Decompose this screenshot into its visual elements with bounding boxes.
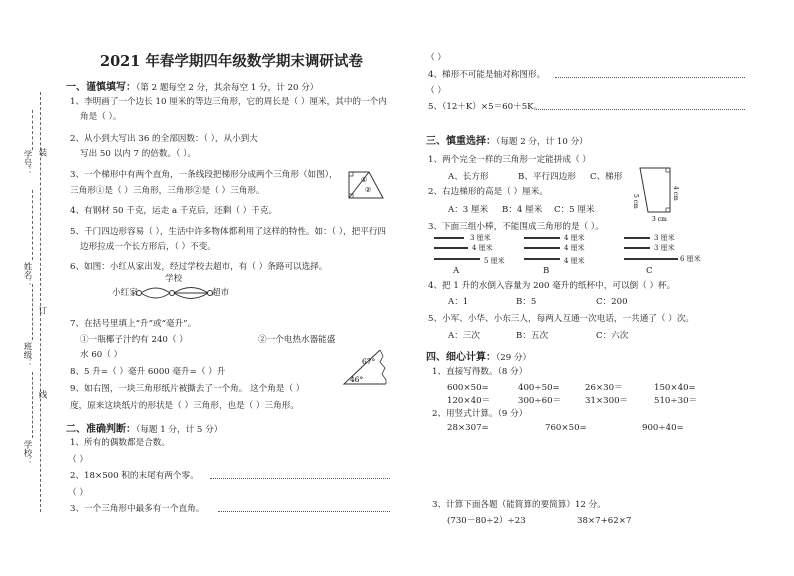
right-trapezoid-diagram <box>632 166 686 223</box>
groupC-label: C <box>646 266 653 276</box>
vert-calc-3: 900÷40= <box>642 423 684 433</box>
section2-heading: 二、准确判断：（每题 1 分，计 5 分） <box>66 424 223 435</box>
torn-triangle-diagram <box>340 344 390 388</box>
section3-heading: 三、慎重选择：（每题 2 分，计 10 分） <box>426 136 588 147</box>
calc-r2c4: 510÷30＝ <box>654 396 698 406</box>
map-school-label: 学校 <box>165 274 183 284</box>
s3-q3: 3、下面三组小棒，不能围成三角形的是（ ）。 <box>428 222 604 232</box>
s1-q9b: 度，原来这块纸片的形状是（ ）三角形，也是（ ）三角形。 <box>70 401 299 411</box>
s1-q7: 7、在括号里填上“升”或“毫升”。 <box>70 319 197 329</box>
route-map <box>136 282 216 304</box>
s4-p2: 2、用竖式计算。（9 分） <box>432 409 528 419</box>
s3-q5-optA: A：三次 <box>448 331 480 341</box>
student-id-underline <box>32 110 33 150</box>
calc-r2c1: 120×40＝ <box>447 396 491 406</box>
calc-r1c2: 400÷50= <box>518 383 560 393</box>
s3-q1-optC: C、梯形 <box>590 172 623 182</box>
s1-q1b: 角是（ ）。 <box>80 112 122 122</box>
page-title: 2021 年春学期四年级数学期末调研试卷 <box>100 53 363 70</box>
shape2-label: ② <box>365 186 372 194</box>
s3-q4-optA: A：1 <box>448 297 469 307</box>
trap-5cm-label: 5 cm <box>632 194 639 209</box>
s3-q4-optC: C：200 <box>596 297 628 307</box>
s4-p3: 3、计算下面各题（能简算的要简算）12 分。 <box>432 500 606 510</box>
groupB-stick1: 4 厘米 <box>564 234 585 242</box>
s1-q1a: 1、李明画了一个边长 10 厘米的等边三角形，它的周长是（ ）厘米，其中的一个内 <box>70 97 387 107</box>
s1-q3b: 三角形①是（ ）三角形，三角形②是（ ）三角形。 <box>70 186 265 196</box>
s2-q5: 5、（12＋K）×5＝60＋5K。 <box>428 102 543 112</box>
s3-q2-optC: C：5 厘米 <box>554 205 595 215</box>
angle-46-label: 46° <box>350 375 364 384</box>
calc-r1c4: 150×40= <box>654 383 696 393</box>
s3-q5-optC: C：六次 <box>596 331 629 341</box>
s3-q1-optA: A、长方形 <box>448 172 489 182</box>
s3-q1-optB: B、平行四边形 <box>518 172 576 182</box>
s2-q3-blank: （ ） <box>426 53 446 63</box>
s3-q1: 1、两个完全一样的三角形一定能拼成（ ） <box>428 155 591 165</box>
student-id-label: 学号： <box>22 150 32 176</box>
section4-heading: 四、细心计算：（29 分） <box>426 352 532 363</box>
s2-q5-dots <box>536 109 745 110</box>
groupA-stick2: 4 厘米 <box>472 244 493 252</box>
vert-calc-1: 28×307= <box>447 423 489 433</box>
shape1-label: ① <box>361 176 368 184</box>
binding-ding: 订 <box>37 306 47 315</box>
s1-q7b: ②一个电热水器能盛 <box>258 335 336 345</box>
name-underline <box>32 190 33 260</box>
trap-4cm-label: 4 cm <box>672 186 679 201</box>
groupA-label: A <box>453 266 460 276</box>
s2-q2: 2、18×500 积的末尾有两个零。 <box>70 471 199 481</box>
s1-q8: 8、5 升=（ ）毫升 6000 毫升=（ ）升 <box>70 367 226 377</box>
s1-q2b: 写出 50 以内 7 的倍数。（ ）。 <box>80 149 196 159</box>
s3-q2: 2、右边梯形的高是（ ）厘米。 <box>428 187 548 197</box>
s3-q4-optB: B：5 <box>516 297 537 307</box>
groupB-label: B <box>543 266 550 276</box>
calc-expr-2: 38×7+62×7 <box>577 516 632 526</box>
calc-expr-1: (730－80÷2）÷23 <box>447 516 526 526</box>
groupC-stick2: 3 厘米 <box>654 244 675 252</box>
s2-q1: 1、所有的偶数都是合数。 <box>70 438 170 448</box>
groupB-stick3: 4 厘米 <box>564 257 585 265</box>
s2-q2-dots <box>210 478 390 479</box>
section1-heading: 一、谨慎填写：（第 2 题每空 2 分，其余每空 1 分，计 20 分） <box>66 82 319 93</box>
trap-3cm-label: 3 cm <box>652 216 667 223</box>
groupA-stick1: 3 厘米 <box>470 234 491 242</box>
s2-q3: 3、一个三角形中最多有一个直角。 <box>70 504 205 514</box>
s3-q5-optB: B：五次 <box>516 331 549 341</box>
s1-q4: 4、有钢材 50 千克，运走 a 千克后，还剩（ ）千克。 <box>70 206 278 216</box>
s4-p1: 1、直接写得数。（8 分） <box>432 367 528 377</box>
class-label: 班级： <box>22 342 32 368</box>
s1-q2a: 2、从小到大写出 36 的全部因数：（ ），从小到大 <box>70 134 258 144</box>
s3-q5: 5、小军、小华、小东三人，每两人互通一次电话，一共通了（ ）次。 <box>428 314 695 324</box>
s2-q4-dots <box>555 77 745 78</box>
groupA-stick3: 5 厘米 <box>484 257 505 265</box>
groupC-stick3: 6 厘米 <box>680 255 701 263</box>
s1-q5a: 5、千门四边形容易（ ），生活中许多物体都利用了这样的特性。如：（ ），把平行四 <box>70 227 387 237</box>
groupC-stick1: 3 厘米 <box>654 234 675 242</box>
school-label: 学校： <box>22 440 32 466</box>
name-label: 姓名： <box>22 262 32 288</box>
calc-r2c2: 300÷60＝ <box>518 396 562 406</box>
binding-xian: 线 <box>37 390 47 399</box>
s2-q4: 4、梯形不可能是轴对称图形。 <box>428 70 546 80</box>
s1-q6: 6、如图：小红从家出发，经过学校去超市，有（ ）条路可以选择。 <box>70 262 328 272</box>
s3-q2-optA: A：3 厘米 <box>448 205 489 215</box>
s3-q4: 4、把 1 升的水倒入容量为 200 毫升的纸杯中，可以倒（ ）杯。 <box>428 281 676 291</box>
map-market-label: 超市 <box>212 288 230 298</box>
s1-q3a: 3、一个梯形中有两个直角，一条线段把梯形分成两个三角形（如图）， <box>70 170 338 180</box>
map-home-label: 小红家 <box>112 288 138 298</box>
s1-q5b: 边形拉成一个长方形后，（ ）不变。 <box>80 242 216 252</box>
class-underline <box>32 284 33 340</box>
s2-q4-blank: （ ） <box>426 86 446 96</box>
s2-q1-blank: （ ） <box>68 455 88 465</box>
calc-r1c3: 26×30＝ <box>585 383 623 393</box>
s2-q2-blank: （ ） <box>68 488 88 498</box>
school-underline <box>32 372 33 438</box>
vert-calc-2: 760×50= <box>545 423 587 433</box>
s1-q9a: 9、如右图，一块三角形纸片被撕去了一个角。 这个角是（ ） <box>70 384 305 394</box>
s2-q3-dots <box>218 511 390 512</box>
binding-zhuang: 装 <box>37 148 47 157</box>
angle-67-label: 67° <box>362 357 376 366</box>
calc-r2c3: 31×300＝ <box>585 396 629 406</box>
s1-q7a: ①一瓶椰子汁约有 240（ ） <box>80 335 188 345</box>
s1-q7c: 水 60（ ） <box>80 350 123 360</box>
s3-q2-optB: B：4 厘米 <box>502 205 543 215</box>
calc-r1c1: 600×50= <box>447 383 489 393</box>
groupB-stick2: 4 厘米 <box>564 244 585 252</box>
trapezoid-diagram <box>345 168 387 202</box>
